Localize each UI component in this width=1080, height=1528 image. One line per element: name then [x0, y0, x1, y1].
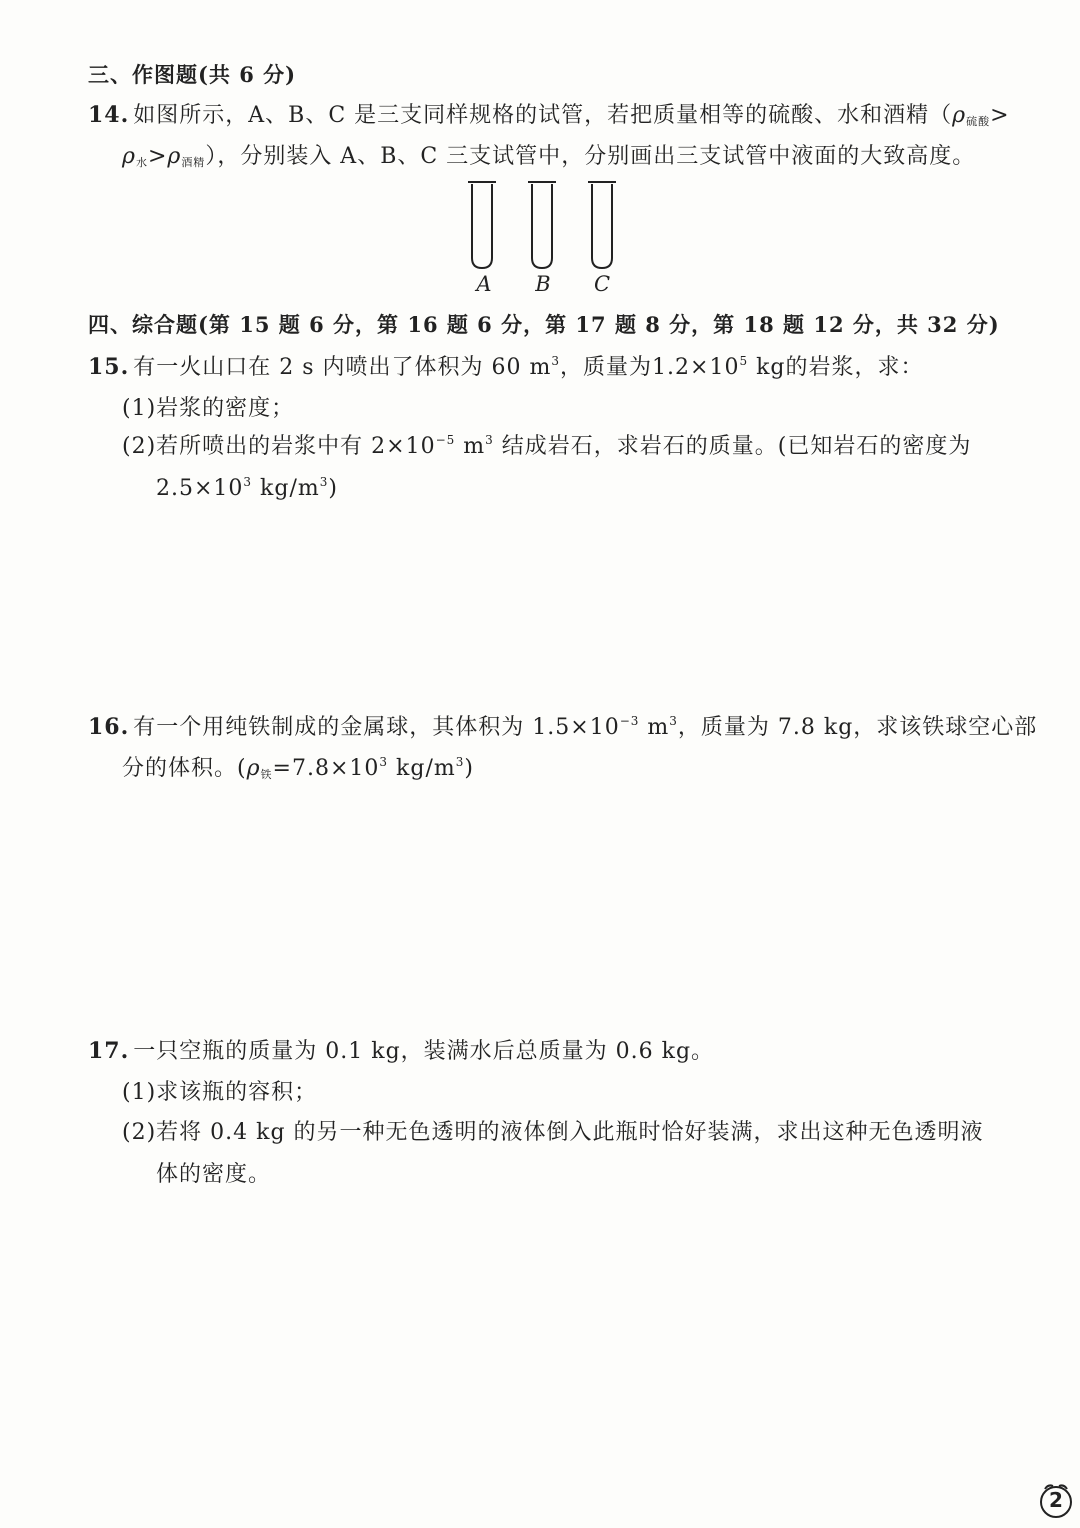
tube-label-c: C: [593, 272, 611, 296]
superscript: 5: [739, 354, 749, 368]
question-15-number: 15.: [88, 354, 130, 380]
question-16-text: ): [464, 756, 474, 781]
question-14-text: 如图所示，A、B、C 是三支同样规格的试管，若把质量相等的硫酸、水和酒精（: [133, 103, 953, 128]
rho-subscript-water: 水: [135, 156, 148, 169]
superscript: 3: [379, 755, 389, 769]
question-17-part-1: (1)求该瓶的容积；: [122, 1080, 318, 1105]
superscript: 3: [551, 354, 561, 368]
rho-subscript-alcohol: 酒精: [181, 156, 206, 169]
rho-symbol: ρ: [167, 144, 182, 169]
test-tube-c: [592, 184, 612, 268]
question-17-part-2-cont: 体的密度。: [156, 1162, 272, 1187]
question-15-text: ，质量为1.2×10: [560, 355, 740, 380]
test-tube-b: [532, 184, 552, 268]
question-16-text: 有一个用纯铁制成的金属球，其体积为 1.5×10: [133, 715, 620, 740]
question-17-text: 一只空瓶的质量为 0.1 kg，装满水后总质量为 0.6 kg。: [133, 1039, 715, 1064]
page-number-badge: [1036, 1480, 1076, 1520]
rho-symbol: ρ: [122, 144, 136, 169]
question-15-text: kg的岩浆，求：: [748, 355, 924, 380]
question-16-text: m: [639, 715, 670, 740]
question-16-text: 分的体积。(: [122, 756, 247, 781]
tube-label-b: B: [535, 272, 551, 296]
question-17-part-2: (2)若将 0.4 kg 的另一种无色透明的液体倒入此瓶时恰好装满，求出这种无色透明液: [122, 1120, 984, 1145]
question-15-text: 2.5×10: [156, 476, 244, 501]
question-15-part-2-cont: [156, 474, 338, 504]
section-4-title: 四、综合题(第 15 题 6 分，第 16 题 6 分，第 17 题 8 分，第 18 题 12 分，共 32 分): [88, 312, 1000, 337]
greater-than-sign: >: [990, 103, 1010, 128]
question-16-text: ，质量为 7.8 kg，求该铁球空心部: [677, 715, 1038, 740]
question-16-number: 16.: [88, 714, 130, 740]
question-15-part-1: (1)岩浆的密度；: [122, 396, 295, 421]
question-14-number: 14.: [88, 102, 130, 128]
question-14-line-2: [122, 142, 975, 172]
section-3-title: 三、作图题(共 6 分): [88, 62, 297, 87]
question-16-line-1: [88, 712, 1037, 743]
question-15-text: (2)若所喷出的岩浆中有 2×10: [122, 434, 436, 459]
question-16-text: kg/m: [388, 756, 456, 781]
question-14-line-1: [88, 100, 1010, 131]
superscript: 3: [455, 755, 465, 769]
question-15-text: m: [455, 434, 486, 459]
superscript: 3: [669, 714, 678, 728]
superscript: −3: [619, 714, 640, 728]
rho-symbol: ρ: [246, 756, 261, 781]
superscript: 3: [485, 433, 494, 447]
page-number: 2: [1049, 1488, 1063, 1512]
superscript: 3: [319, 475, 329, 489]
rho-subscript-sulfuric-acid: 硫酸: [966, 115, 991, 128]
test-tube-a: [472, 184, 492, 268]
question-14-text-end: ），分别装入 A、B、C 三支试管中，分别画出三支试管中液面的大致高度。: [205, 144, 976, 169]
tube-label-a: A: [476, 272, 492, 296]
question-15-stem: [88, 352, 924, 383]
question-17-number: 17.: [88, 1038, 130, 1064]
rho-symbol: ρ: [952, 103, 967, 128]
question-15-text: 结成岩石，求岩石的质量。(已知岩石的密度为: [493, 434, 972, 459]
question-16-text: =7.8×10: [272, 756, 380, 781]
greater-than-sign: >: [147, 144, 168, 169]
question-17-stem: [88, 1036, 714, 1067]
rho-subscript-iron: 铁: [260, 768, 273, 781]
question-16-line-2: [122, 754, 474, 784]
question-15-text: ): [328, 476, 338, 501]
question-15-text: 有一火山口在 2 s 内喷出了体积为 60 m: [133, 355, 552, 380]
superscript: 3: [243, 475, 253, 489]
question-15-part-2: [122, 432, 971, 462]
question-15-text: kg/m: [252, 476, 320, 501]
superscript: −5: [435, 433, 456, 447]
